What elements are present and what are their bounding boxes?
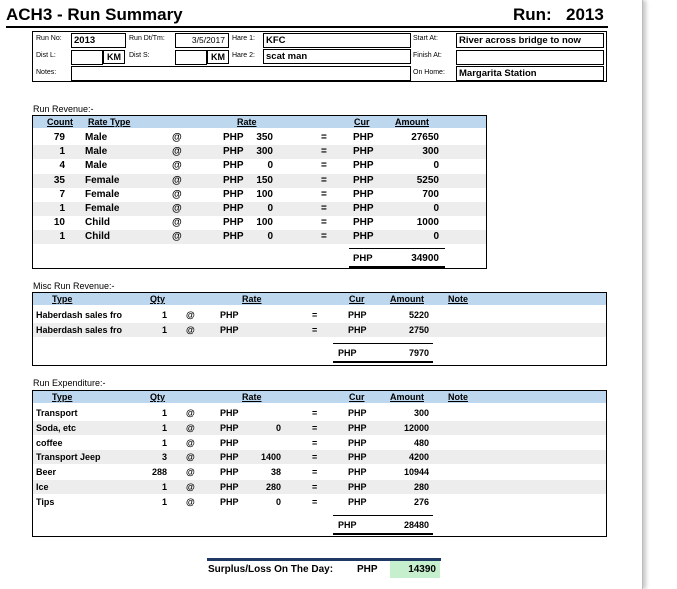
- row-rate-cur: PHP: [220, 437, 239, 448]
- row-equals: =: [312, 496, 318, 507]
- row-type: Transport: [36, 408, 78, 418]
- row-rate-cur: PHP: [220, 324, 239, 335]
- row-rate-cur: PHP: [223, 217, 244, 229]
- expenditure-row: [33, 465, 606, 479]
- row-equals: =: [312, 482, 318, 492]
- surplus-value: 14390: [408, 564, 436, 575]
- row-amount: 300: [422, 146, 439, 158]
- col-cur: Cur: [349, 294, 365, 304]
- expenditure-total-rule-top: [333, 515, 433, 516]
- row-rate-cur: PHP: [223, 160, 244, 172]
- revenue-row: [33, 174, 486, 188]
- row-equals: =: [321, 217, 327, 229]
- row-rate-type: Male: [85, 160, 108, 172]
- row-rate-cur: PHP: [220, 496, 239, 507]
- row-cur: PHP: [353, 231, 374, 243]
- row-amount: 300: [413, 408, 429, 418]
- row-at: @: [172, 174, 182, 186]
- hare2-label: Hare 2:: [232, 52, 255, 59]
- row-rate-cur: PHP: [220, 482, 239, 492]
- page-title: ACH3 - Run Summary: [6, 5, 183, 24]
- row-amount: 27650: [411, 132, 439, 143]
- expenditure-row: [33, 450, 606, 464]
- row-rate-cur: PHP: [223, 132, 244, 143]
- row-qty: 1: [161, 482, 167, 492]
- run-info-box: [32, 31, 607, 82]
- col-cur: Cur: [349, 392, 365, 402]
- row-rate-cur: PHP: [223, 146, 244, 158]
- dist-s-field[interactable]: [175, 50, 207, 65]
- revenue-row: [33, 131, 486, 145]
- run-no-field[interactable]: 2013: [71, 33, 126, 48]
- run-dt-field[interactable]: 3/5/2017: [175, 33, 229, 48]
- row-cur: PHP: [348, 496, 367, 507]
- col-rate: Rate: [242, 294, 262, 304]
- row-rate: 100: [256, 188, 273, 200]
- row-rate-type: Child: [85, 217, 110, 229]
- dist-s-label: Dist S:: [129, 52, 150, 59]
- misc-total-rule-top: [333, 343, 433, 344]
- row-rate-cur: PHP: [223, 174, 244, 186]
- row-equals: =: [321, 174, 327, 186]
- col-note: Note: [448, 294, 468, 304]
- expenditure-total-cur: PHP: [338, 520, 357, 530]
- row-rate: 0: [267, 160, 273, 172]
- row-count: 79: [53, 132, 65, 143]
- revenue-row: [33, 216, 486, 230]
- dist-l-field[interactable]: [71, 50, 103, 65]
- row-count: 1: [59, 231, 65, 243]
- row-at: @: [172, 160, 182, 172]
- row-equals: =: [312, 437, 318, 448]
- row-qty: 1: [161, 324, 167, 335]
- row-equals: =: [321, 146, 327, 158]
- expenditure-row: [33, 495, 606, 509]
- row-at: @: [186, 422, 195, 433]
- col-rate-type: Rate Type: [88, 117, 131, 127]
- row-rate: 300: [256, 146, 273, 158]
- start-at-label: Start At:: [413, 35, 438, 42]
- row-type: coffee: [36, 437, 63, 448]
- row-at: @: [186, 496, 195, 507]
- row-cur: PHP: [353, 174, 374, 186]
- row-rate: 38: [270, 467, 281, 478]
- row-equals: =: [312, 422, 318, 433]
- col-type: Type: [52, 392, 73, 402]
- row-equals: =: [312, 467, 318, 478]
- row-rate: 0: [267, 231, 273, 243]
- row-rate: 0: [267, 203, 273, 214]
- row-count: 7: [59, 188, 65, 200]
- on-home-field[interactable]: Margarita Station: [456, 66, 604, 81]
- row-count: 1: [59, 146, 65, 158]
- row-cur: PHP: [348, 422, 367, 433]
- row-type: Haberdash sales fro: [36, 324, 123, 335]
- row-rate: 150: [256, 174, 273, 186]
- run-dt-label: Run Dt/Tm:: [129, 35, 165, 42]
- run-revenue-title: Run Revenue:-: [33, 104, 94, 114]
- row-rate: 0: [275, 422, 281, 433]
- expenditure-table: [32, 390, 607, 537]
- row-cur: PHP: [348, 324, 367, 335]
- row-at: @: [172, 146, 182, 158]
- misc-row: [33, 323, 606, 337]
- dist-l-label: Dist L:: [36, 52, 56, 59]
- hare1-label: Hare 1:: [232, 35, 255, 42]
- misc-header-bar: [33, 293, 606, 305]
- row-count: 35: [53, 174, 65, 186]
- misc-row: [33, 308, 606, 322]
- row-equals: =: [312, 408, 318, 418]
- row-qty: 1: [161, 422, 167, 433]
- on-home-label: On Home:: [413, 69, 445, 76]
- row-equals: =: [312, 324, 318, 335]
- row-rate-type: Female: [85, 188, 120, 200]
- row-type: Transport Jeep: [36, 452, 101, 463]
- row-cur: PHP: [348, 467, 367, 478]
- row-cur: PHP: [348, 310, 367, 320]
- expenditure-header-bar: [33, 391, 606, 403]
- title-underline: [6, 26, 608, 28]
- finish-at-label: Finish At:: [413, 52, 442, 59]
- revenue-row: [33, 230, 486, 244]
- row-cur: PHP: [353, 203, 374, 214]
- expenditure-row: [33, 436, 606, 450]
- revenue-total-rule-bottom: [349, 266, 445, 268]
- row-equals: =: [321, 132, 327, 143]
- misc-revenue-table: [32, 292, 607, 366]
- row-cur: PHP: [348, 437, 367, 448]
- hare2-field[interactable]: scat man: [263, 49, 411, 64]
- row-type: Ice: [36, 482, 49, 492]
- expenditure-total: 28480: [403, 520, 429, 530]
- col-qty: Qty: [150, 392, 166, 402]
- col-amount: Amount: [395, 117, 429, 127]
- col-amount: Amount: [390, 294, 424, 304]
- surplus-loss-bar: [207, 558, 441, 578]
- row-amount: 12000: [403, 422, 429, 433]
- row-type: Soda, etc: [36, 422, 77, 433]
- col-qty: Qty: [150, 294, 166, 304]
- km-unit-2: KM: [207, 50, 229, 64]
- row-amount: 480: [413, 437, 429, 448]
- row-amount: 0: [433, 231, 439, 243]
- row-at: @: [186, 437, 195, 448]
- row-at: @: [172, 217, 182, 229]
- row-type: Haberdash sales fro: [36, 310, 123, 320]
- row-qty: 1: [161, 437, 167, 448]
- row-equals: =: [321, 160, 327, 172]
- row-rate-cur: PHP: [220, 467, 239, 478]
- hare1-field[interactable]: KFC: [263, 33, 411, 48]
- row-rate: 0: [275, 496, 281, 507]
- misc-total-cur: PHP: [338, 348, 357, 358]
- misc-revenue-title: Misc Run Revenue:-: [33, 281, 115, 291]
- row-rate: 350: [256, 132, 273, 143]
- revenue-row: [33, 202, 486, 216]
- row-rate-cur: PHP: [220, 452, 239, 463]
- row-at: @: [186, 452, 195, 463]
- misc-total-rule-bottom: [333, 361, 433, 363]
- row-rate: 280: [265, 482, 281, 492]
- row-rate-type: Female: [85, 174, 120, 186]
- run-no-label: Run No:: [36, 35, 62, 42]
- expenditure-row: [33, 421, 606, 435]
- row-amount: 4200: [408, 452, 429, 463]
- row-at: @: [186, 310, 195, 320]
- surplus-value-cell: [390, 561, 440, 578]
- row-at: @: [172, 132, 182, 143]
- revenue-total-rule-top: [349, 248, 445, 249]
- surplus-label: Surplus/Loss On The Day:: [208, 564, 334, 575]
- row-rate-type: Child: [85, 231, 110, 243]
- row-count: 4: [59, 160, 65, 172]
- row-equals: =: [312, 310, 318, 320]
- row-equals: =: [321, 231, 327, 243]
- row-amount: 0: [433, 203, 439, 214]
- row-amount: 276: [413, 496, 429, 507]
- row-cur: PHP: [348, 482, 367, 492]
- row-at: @: [186, 408, 195, 418]
- row-cur: PHP: [348, 408, 367, 418]
- row-count: 10: [53, 217, 65, 229]
- row-qty: 3: [161, 452, 167, 463]
- revenue-total-cur: PHP: [353, 253, 373, 264]
- col-amount: Amount: [390, 392, 424, 402]
- run-label: Run:: [513, 5, 552, 24]
- row-rate-cur: PHP: [223, 188, 244, 200]
- col-type: Type: [52, 294, 73, 304]
- col-rate: Rate: [237, 117, 257, 127]
- row-at: @: [186, 467, 195, 478]
- revenue-row: [33, 159, 486, 173]
- row-amount: 280: [413, 482, 429, 492]
- start-at-field[interactable]: River across bridge to now: [456, 33, 604, 48]
- expenditure-total-rule-bottom: [333, 533, 433, 535]
- row-rate-cur: PHP: [223, 203, 244, 214]
- run-revenue-table: [32, 115, 487, 269]
- row-cur: PHP: [348, 452, 367, 463]
- row-cur: PHP: [353, 160, 374, 172]
- row-amount: 5250: [416, 174, 439, 186]
- revenue-total: 34900: [411, 253, 439, 264]
- row-rate-cur: PHP: [220, 408, 239, 418]
- row-at: @: [172, 231, 182, 243]
- col-cur: Cur: [354, 117, 370, 127]
- row-cur: PHP: [353, 146, 374, 158]
- row-rate-cur: PHP: [220, 422, 239, 433]
- row-cur: PHP: [353, 217, 374, 229]
- row-rate-type: Male: [85, 146, 108, 158]
- col-count: Count: [47, 117, 73, 127]
- expenditure-row: [33, 406, 606, 420]
- row-rate-cur: PHP: [220, 310, 239, 320]
- row-amount: 700: [422, 188, 439, 200]
- notes-field[interactable]: [71, 66, 411, 81]
- row-amount: 0: [433, 160, 439, 172]
- row-rate: 1400: [260, 452, 281, 463]
- row-at: @: [186, 482, 195, 492]
- row-cur: PHP: [353, 132, 374, 143]
- row-qty: 1: [161, 310, 167, 320]
- row-type: Beer: [36, 467, 57, 478]
- row-amount: 10944: [403, 467, 429, 478]
- surplus-cur: PHP: [357, 564, 378, 575]
- row-qty: 1: [161, 496, 167, 507]
- notes-label: Notes:: [36, 69, 57, 76]
- row-amount: 5220: [408, 310, 429, 320]
- km-unit-1: KM: [103, 50, 125, 64]
- finish-at-field[interactable]: [456, 50, 604, 65]
- row-at: @: [172, 203, 182, 214]
- row-cur: PHP: [353, 188, 374, 200]
- row-at: @: [172, 188, 182, 200]
- row-rate-type: Male: [85, 132, 108, 143]
- row-equals: =: [312, 452, 318, 463]
- row-amount: 1000: [416, 217, 439, 229]
- row-qty: 288: [151, 467, 167, 478]
- revenue-row: [33, 145, 486, 159]
- run-number: 2013: [566, 5, 604, 24]
- misc-total: 7970: [408, 348, 429, 358]
- revenue-header-bar: [33, 116, 486, 128]
- row-type: Tips: [36, 496, 55, 507]
- row-at: @: [186, 324, 195, 335]
- row-rate: 100: [256, 217, 273, 229]
- col-rate: Rate: [242, 392, 262, 402]
- expenditure-row: [33, 480, 606, 494]
- row-rate-cur: PHP: [223, 231, 244, 243]
- row-equals: =: [321, 188, 327, 200]
- col-note: Note: [448, 392, 468, 402]
- revenue-row: [33, 188, 486, 202]
- row-count: 1: [59, 203, 65, 214]
- row-equals: =: [321, 203, 327, 214]
- expenditure-title: Run Expenditure:-: [33, 378, 106, 388]
- row-rate-type: Female: [85, 203, 120, 214]
- row-amount: 2750: [408, 324, 429, 335]
- row-qty: 1: [161, 408, 167, 418]
